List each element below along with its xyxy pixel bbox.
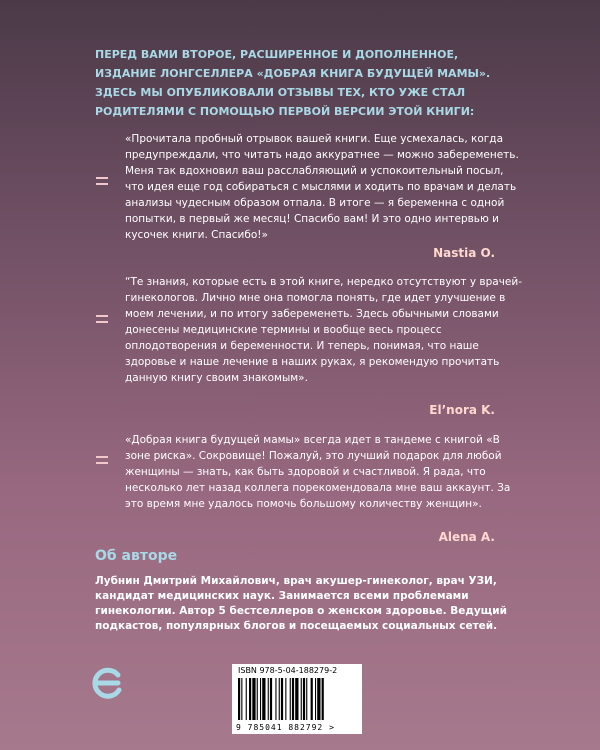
intro-line: ПЕРЕД ВАМИ ВТОРОЕ, РАСШИРЕННОЕ И ДОПОЛНЕННОЕ, xyxy=(95,48,459,61)
intro-line: ИЗДАНИЕ ЛОНГСЕЛЛЕРА «ДОБРАЯ КНИГА БУДУЩЕЙ МАМЫ». xyxy=(95,67,491,80)
about-title: Об авторе xyxy=(95,548,178,564)
review-text: «Добрая книга будущей мамы» всегда идет в тандеме с книгой «В зоне риска». Сокровище! Пожалуй, это лучший подарок для любой женщины — знать, как быть здоровой и счастливой. Я рада, что несколько лет назад коллега порекомендовала мне ваш аккаунт. За это время мне удалось помочь большому количеству женщин». xyxy=(125,434,511,510)
review-3-author-wrap xyxy=(125,529,525,549)
publisher-logo-icon xyxy=(88,663,128,703)
barcode xyxy=(232,664,362,734)
review-author: El’nora K. xyxy=(429,403,495,417)
barcode-digits: 9 785041 882792 > xyxy=(236,723,335,732)
intro-block xyxy=(95,45,535,121)
intro-line: ЗДЕСЬ МЫ ОПУБЛИКОВАЛИ ОТЗЫВЫ ТЕХ, КТО УЖЕ СТАЛ xyxy=(95,86,466,99)
review-author: Alena A. xyxy=(438,530,495,544)
barcode-bars xyxy=(238,678,356,720)
review-1 xyxy=(125,131,525,243)
intro-line: РОДИТЕЛЯМИ С ПОМОЩЬЮ ПЕРВОЙ ВЕРСИИ ЭТОЙ КНИГИ: xyxy=(95,105,475,118)
review-2-author-wrap xyxy=(125,402,525,422)
quote-marker xyxy=(96,315,108,327)
isbn-label: ISBN 978-5-04-188279-2 xyxy=(238,666,338,675)
review-1-author-wrap xyxy=(125,245,525,265)
review-author: Nastia O. xyxy=(433,246,495,260)
quote-marker xyxy=(96,177,108,189)
about-body: Лубнин Дмитрий Михайлович, врач акушер-гинеколог, врач УЗИ, кандидат медицинских наук. Занимается всеми проблемами гинекологии. Автор 5 бестселлеров о женском здоровье. Ведущий подкастов, популярных блогов и посещаемых социальных сетей. xyxy=(95,575,507,632)
review-text: «Прочитала пробный отрывок вашей книги. Еще усмехалась, когда предупреждали, что читать надо аккуратнее — можно забеременеть. Меня так вдохновил ваш расслабляющий и успокоительный посыл, что идея еще год собираться с мыслями и ходить по врачам и делать анализы чудесным образом отпала. В итоге — я беременна с одной попытки, в первый же месяц! Спасибо вам! И это одно интервью и кусочек книги. Спасибо!» xyxy=(125,133,519,241)
review-3 xyxy=(125,432,525,512)
review-2 xyxy=(125,274,525,386)
review-text: “Те знания, которые есть в этой книге, нередко отсутствуют у врачей-гинекологов. Лично мне она помогла понять, где идет улучшение в моем лечении, и по итогу забеременеть. Здесь обычными словами донесены медицинские термины и вообще весь процесс оплодотворения и беременности. И теперь, понимая, что наше здоровье и наше лечение в наших руках, я рекомендую прочитать данную книгу своим знакомым». xyxy=(125,276,522,384)
quote-marker xyxy=(96,456,108,468)
